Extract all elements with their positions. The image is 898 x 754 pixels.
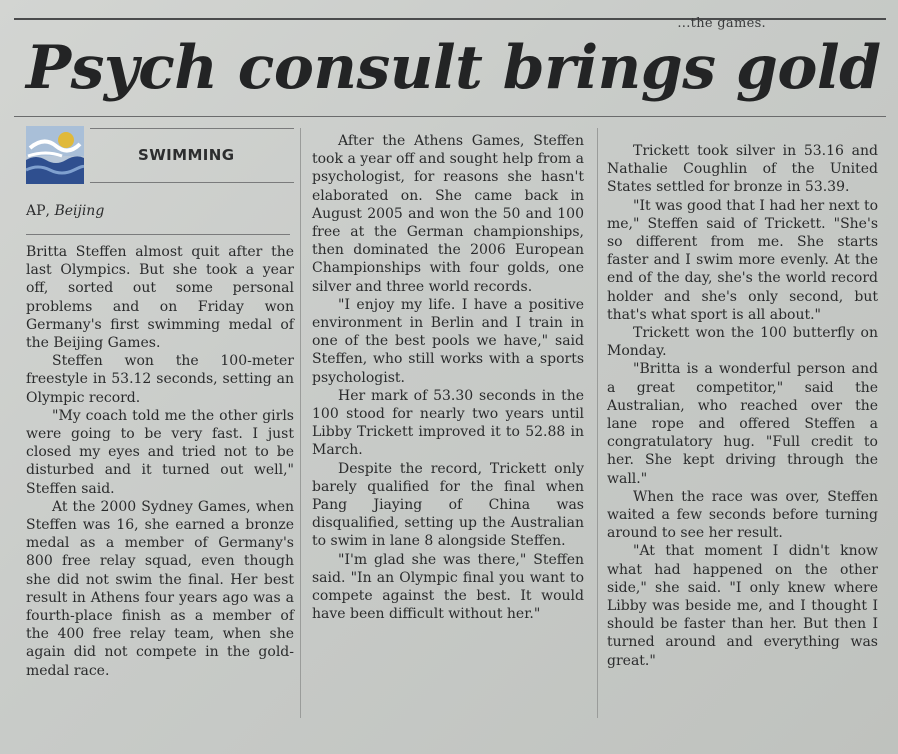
article-paragraph: Her mark of 53.30 seconds in the 100 stood for nearly two years until Libby Trickett improved it to 52.88 in March. <box>312 387 584 459</box>
article-paragraph: After the Athens Games, Steffen took a year off and sought help from a psychologist, for reasons she hasn't elaborated on. She came back in August 2005 and won the 50 and 100 free at the German championships, then dominated the 2006 European Championships with four golds, one silver and three world records. <box>312 133 584 295</box>
article-paragraph: Steffen won the 100-meter freestyle in 53.12 seconds, setting an Olympic record. <box>26 353 294 406</box>
column-divider <box>300 128 301 718</box>
section-header <box>26 126 294 188</box>
article-paragraph: Despite the record, Trickett only barely qualified for the final when Pang Jiaying of China was disqualified, setting up the Australian to swim in lane 8 alongside Steffen. <box>312 460 584 550</box>
article-paragraph: "My coach told me the other girls were going to be very fast. I just closed my eyes and tried not to be disturbed and it turned out well," Steffen said. <box>26 407 294 497</box>
dateline-separator: , <box>45 203 55 219</box>
article-column-1 <box>26 243 294 680</box>
article-paragraph: At the 2000 Sydney Games, when Steffen was 16, she earned a bronze medal as a member of Germany's 800 free relay squad, even though she did not swim the final. Her best result in Athens four years ago was a fourth-place finish as a member of the 400 free relay team, when she again did not compete in the gold-medal race. <box>26 498 294 679</box>
article-paragraph: "At that moment I didn't know what had happened on the other side," she said. "I only knew where Libby was beside me, and I thought I should be faster than her. But then I turned around and everything was great." <box>607 543 878 669</box>
previous-article-fragment: ...the games. <box>677 16 766 31</box>
dateline-agency: AP <box>26 203 46 219</box>
dateline-rule <box>26 234 290 235</box>
section-rule-bottom <box>90 182 294 183</box>
article-paragraph: "I'm glad she was there," Steffen said. "In an Olympic final you want to compete against the best. It would have been difficult without her." <box>312 551 584 623</box>
article-paragraph: "It was good that I had her next to me," Steffen said of Trickett. "She's so different from me. She starts faster and I swim more evenly. At the end of the day, she's the world record holder and she's only second, but that's what sport is all about." <box>607 197 878 323</box>
article-paragraph: Britta Steffen almost quit after the last Olympics. But she took a year off, sorted out some personal problems and on Friday won Germany's first swimming medal of the Beijing Games. <box>26 244 294 352</box>
article-paragraph: When the race was over, Steffen waited a few seconds before turning around to see her result. <box>607 488 878 542</box>
dateline <box>26 203 104 219</box>
article-paragraph: Trickett took silver in 53.16 and Nathalie Coughlin of the United States settled for bronze in 53.39. <box>607 143 878 196</box>
dateline-place: Beijing <box>54 203 105 219</box>
article-column-2 <box>312 132 584 623</box>
article-paragraph: "I enjoy my life. I have a positive environment in Berlin and I train in one of the best pools we have," said Steffen, who still works with a sports psychologist. <box>312 296 584 386</box>
article-column-3 <box>607 142 878 670</box>
swimmer-icon <box>26 126 84 184</box>
article-paragraph: Trickett won the 100 butterfly on Monday. <box>607 325 878 360</box>
section-label: SWIMMING <box>138 146 235 164</box>
column-divider <box>597 128 598 718</box>
section-rule-top <box>90 128 294 129</box>
article-paragraph: "Britta is a wonderful person and a great competitor," said the Australian, who reached over the lane rope and offered Steffen a congratulatory hug. "Full credit to her. She kept driving through the wall." <box>607 361 878 487</box>
headline: Psych consult brings gold <box>26 33 881 103</box>
headline-rule <box>14 116 886 117</box>
